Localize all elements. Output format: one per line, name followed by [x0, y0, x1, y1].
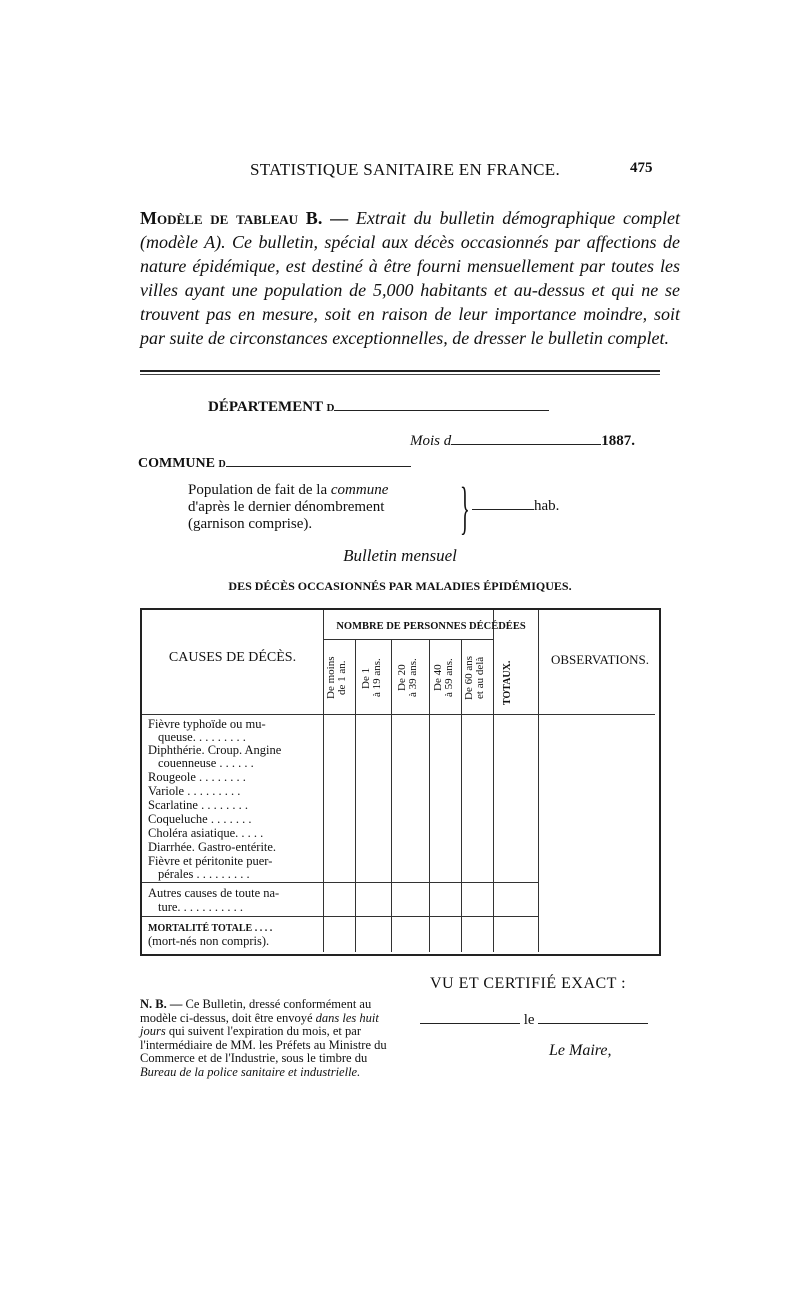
running-head-title: STATISTIQUE SANITAIRE EN FRANCE. [250, 160, 561, 179]
departement-line [208, 396, 549, 416]
population-hab-line [472, 498, 559, 515]
group-header: NOMBRE DE PERSONNES DÉCÉDÉES [336, 621, 526, 632]
departement-label: DÉPARTEMENT d [208, 399, 335, 415]
page-number: 475 [630, 160, 653, 176]
separator-rule-bottom [140, 374, 660, 375]
row-diphtherie: Diphthérie. Croup. Angine [148, 743, 282, 757]
mois-line [410, 430, 635, 450]
rule-before-autres [142, 882, 538, 883]
running-header [140, 160, 680, 184]
nb-italic-1: dans les huit jours [140, 1010, 379, 1038]
population-line-2: d'après le dernier dénombrement [188, 499, 385, 515]
age-col-0: De moins de 1 an. [325, 656, 348, 700]
row-fievre-typhoide: Fièvre typhoïde ou mu- [148, 717, 266, 731]
date-line [420, 1012, 648, 1029]
row-autres-causes-cont: ture. . . . . . . . . . . [158, 900, 244, 914]
nb-paragraph [140, 998, 392, 1079]
age-col-3: De 40 à 59 ans. [432, 658, 455, 698]
age-col-2: De 20 à 39 ans. [396, 658, 419, 698]
observations-header: OBSERVATIONS. [550, 652, 650, 667]
row-mortalite-totale: MORTALITÉ TOTALE . . . . [148, 923, 273, 934]
causes-header: CAUSES DE DÉCÈS. [168, 650, 297, 665]
row-fievre-typhoide-cont: queuse. . . . . . . . . [158, 730, 246, 744]
group-header-rule [323, 639, 493, 640]
bulletin-title: Bulletin mensuel [343, 546, 457, 565]
row-variole: Variole . . . . . . . . . [148, 784, 241, 798]
age-col-1: De 1 à 19 ans. [360, 658, 383, 698]
row-autres-causes: Autres causes de toute na- [148, 886, 280, 900]
separator-rule-top [140, 370, 660, 372]
col-sep-1 [355, 640, 356, 952]
epidemic-table [140, 608, 661, 956]
population-blank [472, 500, 534, 510]
row-rougeole: Rougeole . . . . . . . . [148, 770, 246, 784]
hab-label: hab. [534, 498, 560, 514]
col-sep-3 [429, 640, 430, 952]
commune-line [138, 452, 411, 472]
age-col-4: De 60 ans et au delà [463, 656, 486, 700]
population-line-3: (garnison comprise). [188, 516, 313, 532]
population-block [188, 482, 388, 533]
row-diphtherie-cont: couenneuse . . . . . . [158, 756, 254, 770]
population-commune-word: commune [330, 482, 389, 498]
col-sep-2 [391, 640, 392, 952]
population-brace: } [460, 475, 470, 540]
departement-blank [334, 396, 549, 411]
year: 1887. [601, 433, 635, 449]
col-sep-4 [461, 640, 462, 952]
commune-blank [226, 452, 411, 467]
row-mortalite-cont: (mort-nés non compris). [148, 934, 270, 948]
row-cholera: Choléra asiatique. . . . . [148, 826, 264, 840]
row-diarrhee: Diarrhée. Gastro-entérite. [148, 840, 277, 854]
mois-blank [451, 430, 601, 445]
col-sep-totaux [538, 610, 539, 952]
header-bottom-rule [142, 714, 655, 715]
totaux-header: TOTAUX. [502, 660, 513, 706]
mois-label: Mois d [410, 433, 452, 449]
row-coqueluche: Coqueluche . . . . . . . [148, 812, 252, 826]
model-description [140, 206, 680, 350]
row-fievre-puerperale-cont: pérales . . . . . . . . . [158, 867, 250, 881]
col-sep-5 [493, 610, 494, 952]
vu-certifie: VU ET CERTIFIÉ EXACT : [430, 975, 627, 992]
commune-label: COMMUNE d [138, 456, 226, 471]
maire-signature-label: Le Maire, [549, 1042, 612, 1059]
rule-before-mortalite [142, 916, 538, 917]
le-label: le [523, 1012, 535, 1028]
col-sep-causes [323, 610, 324, 952]
nb-italic-2: Bureau de la police sanitaire et industrielle. [140, 1064, 361, 1079]
nb-text-1: Ce Bulletin, dressé conformément au modèle ci-dessus, doit être envoyé [140, 997, 372, 1025]
nb-text-2: qui suivent l'expiration du mois, et par l'intermédiaire de MM. les Préfets au Ministre du Commerce et de l'Industrie, sous le timbre du [140, 1024, 387, 1065]
row-fievre-puerperale: Fièvre et péritonite puer- [148, 854, 273, 868]
row-scarlatine: Scarlatine . . . . . . . . [148, 798, 248, 812]
date-blank [538, 1015, 648, 1024]
population-line-1: Population de fait de la commune [188, 482, 389, 498]
bulletin-subtitle: DES DÉCÈS OCCASIONNÉS PAR MALADIES ÉPIDÉMIQUES. [228, 579, 572, 593]
place-blank [420, 1015, 520, 1024]
model-text: Extrait du bulletin démographique complet (modèle A). Ce bulletin, spécial aux décès occasionnés par affections de nature épidémique, est destiné à être fourni mensuellement par toutes les villes ayant une population de 5,000 habitants et au-dessus et qui ne se trouvent pas en mesure, soit en raison de leur importance moindre, soit par suite de circonstances exceptionnelles, de dresser le bulletin complet. [140, 208, 681, 348]
model-lead: Modèle de tableau B. — [140, 208, 349, 228]
nb-lead: N. B. — [140, 997, 183, 1011]
